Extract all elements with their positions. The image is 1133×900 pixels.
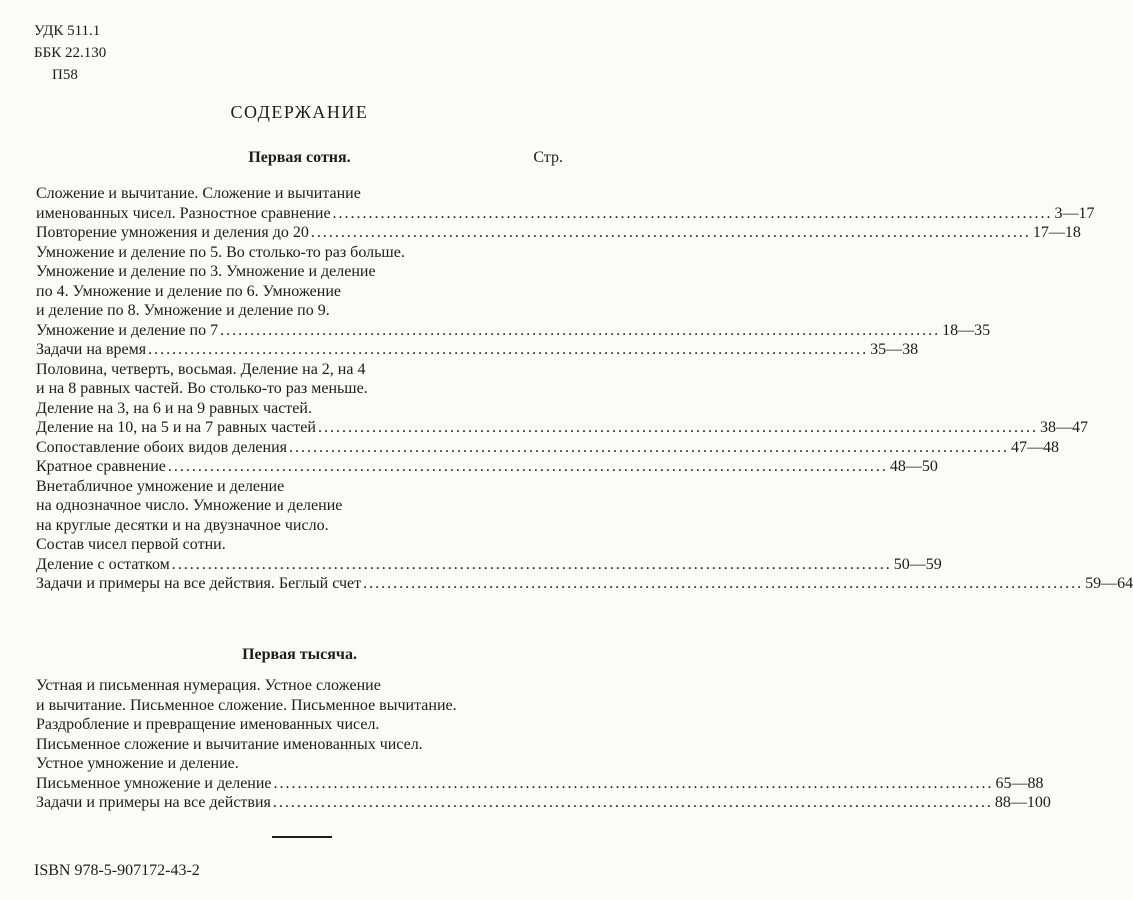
- toc-entry: [36, 204, 1095, 224]
- toc-entry: [36, 555, 942, 575]
- toc-entry-page: 88—100: [994, 794, 1051, 811]
- dot-leader: ........................................................................................................................: [363, 575, 1084, 592]
- toc-entry-text: и на 8 равных частей. Во столько-то раз меньше.: [36, 380, 368, 397]
- section-heading-first-hundred: Первая сотня.: [248, 149, 351, 166]
- dot-leader: ........................................................................................................................: [273, 774, 994, 792]
- toc-entry: [36, 457, 938, 477]
- toc-entry: [36, 754, 564, 774]
- classification-codes: [34, 20, 106, 86]
- dot-leader: ........................................................................................................................: [317, 419, 1038, 436]
- toc-entry-text: именованных чисел. Разностное сравнение: [36, 204, 331, 222]
- author-index: П58: [52, 67, 78, 83]
- toc-entry-text: Сопоставление обоих видов деления: [36, 438, 288, 456]
- toc-entry-text: Задачи на время: [36, 341, 147, 358]
- toc-entry-text: Устное умножение и деление.: [36, 755, 239, 772]
- divider-rule: [272, 836, 332, 838]
- toc-entry-text: Письменное умножение и деление: [36, 774, 272, 792]
- toc-entry-text: и вычитание. Письменное сложение. Письменное вычитание.: [36, 696, 457, 714]
- toc-entry: [36, 360, 564, 380]
- toc-entry-page: 38—47: [1039, 419, 1088, 436]
- toc-entry: [36, 793, 1051, 813]
- toc-entry: [36, 262, 564, 282]
- toc-entry-text: Половина, четверть, восьмая. Деление на 2, на 4: [36, 360, 366, 378]
- udk-code: УДК 511.1: [34, 23, 101, 39]
- isbn: ISBN 978-5-907172-43-2: [34, 862, 200, 879]
- toc-entry: [36, 301, 564, 321]
- toc-entry: [36, 379, 564, 399]
- toc-entry: [36, 696, 564, 716]
- toc-entry-page: 17—18: [1032, 224, 1081, 241]
- toc-entry-text: Умножение и деление по 3. Умножение и деление: [36, 263, 376, 280]
- toc-entry-text: Задачи и примеры на все действия: [36, 794, 271, 811]
- toc-entry: [36, 735, 564, 755]
- toc-entry-page: 50—59: [893, 555, 942, 573]
- toc-entry: [36, 243, 564, 263]
- toc-entry-text: Умножение и деление по 7: [36, 321, 219, 339]
- toc-entry: [36, 715, 564, 735]
- toc-entry: [36, 340, 919, 360]
- toc-entry: [36, 399, 564, 419]
- dot-leader: ........................................................................................................................: [148, 341, 869, 358]
- toc-first-hundred: [36, 184, 1133, 594]
- toc-entry: [36, 535, 564, 555]
- dot-leader: ........................................................................................................................: [310, 224, 1031, 241]
- dot-leader: ........................................................................................................................: [171, 555, 892, 573]
- toc-entry-text: Повторение умножения и деления до 20: [36, 224, 309, 241]
- toc-entry-text: по 4. Умножение и деление по 6. Умножение: [36, 282, 342, 300]
- toc-entry-text: Деление с остатком: [36, 555, 170, 573]
- toc-entry: [36, 496, 564, 516]
- toc-entry: [36, 223, 1081, 243]
- toc-entry-text: Деление на 10, на 5 и на 7 равных частей: [36, 419, 316, 436]
- section-heading-first-thousand: Первая тысяча.: [242, 646, 357, 663]
- bbk-code: ББК 22.130: [34, 45, 107, 61]
- dot-leader: ........................................................................................................................: [289, 438, 1010, 456]
- toc-entry-text: на однозначное число. Умножение и деление: [36, 497, 343, 514]
- toc-entry-page: 3—17: [1054, 204, 1095, 222]
- toc-entry: [36, 438, 1060, 458]
- toc-entry-text: на круглые десятки и на двузначное число.: [36, 516, 329, 534]
- toc-entry: [36, 516, 564, 536]
- toc-entry: [36, 774, 1044, 794]
- dot-leader: ........................................................................................................................: [272, 794, 993, 811]
- toc-entry-page: 18—35: [942, 321, 991, 339]
- dot-leader: ........................................................................................................................: [332, 204, 1053, 222]
- toc-entry: [36, 321, 991, 341]
- toc-entry: [36, 477, 564, 497]
- toc-entry: [36, 676, 564, 696]
- toc-entry-text: Кратное сравнение: [36, 458, 166, 475]
- toc-entry-page: 47—48: [1011, 438, 1060, 456]
- toc-entry: [36, 184, 564, 204]
- toc-first-thousand: [36, 676, 1051, 813]
- toc-entry-page: 59—64: [1085, 575, 1133, 592]
- toc-entry-text: Умножение и деление по 5. Во столько-то раз больше.: [36, 243, 405, 261]
- dot-leader: ........................................................................................................................: [167, 458, 888, 475]
- toc-entry-text: Задачи и примеры на все действия. Беглый счет: [36, 575, 362, 592]
- toc-entry-page: 35—38: [870, 341, 919, 358]
- page-title: СОДЕРЖАНИЕ: [230, 102, 369, 122]
- toc-entry-text: Внетабличное умножение и деление: [36, 477, 285, 495]
- toc-entry-text: Устная и письменная нумерация. Устное сложение: [36, 677, 381, 694]
- page-column-label: Стр.: [533, 149, 563, 166]
- toc-entry-text: Деление на 3, на 6 и на 9 равных частей.: [36, 399, 312, 417]
- dot-leader: ........................................................................................................................: [220, 321, 941, 339]
- toc-entry: [36, 418, 1088, 438]
- toc-entry-page: 65—88: [995, 774, 1044, 792]
- toc-entry-text: Сложение и вычитание. Сложение и вычитание: [36, 185, 361, 202]
- toc-entry-text: и деление по 8. Умножение и деление по 9.: [36, 302, 330, 319]
- toc-entry-text: Раздробление и превращение именованных чисел.: [36, 716, 380, 733]
- toc-entry: [36, 282, 564, 302]
- toc-entry-text: Состав чисел первой сотни.: [36, 536, 226, 553]
- toc-entry-page: 48—50: [889, 458, 938, 475]
- toc-entry: [36, 574, 1133, 594]
- toc-entry-text: Письменное сложение и вычитание именованных чисел.: [36, 735, 423, 753]
